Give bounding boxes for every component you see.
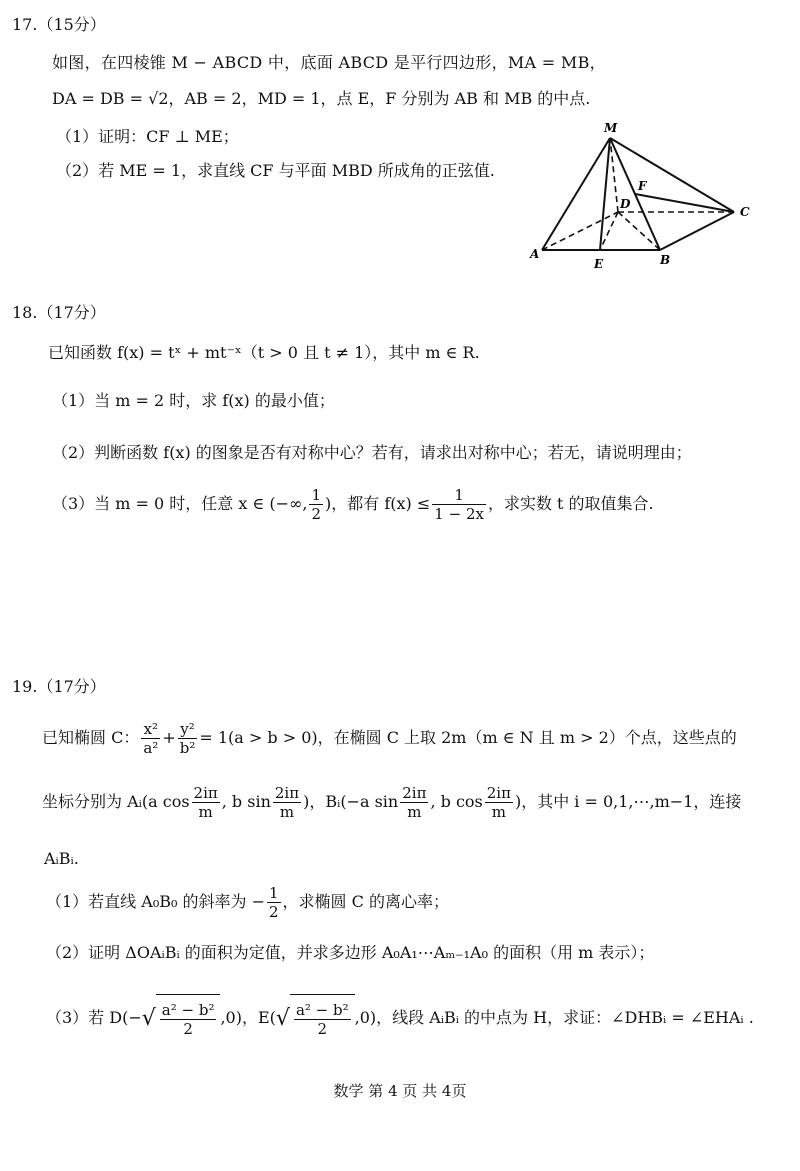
frac-den: m: [198, 803, 213, 821]
frac-num: 1: [432, 486, 486, 505]
q19-part2: （2）证明 ΔOAᵢBᵢ 的面积为定值，并求多边形 A₀A₁⋯Aₘ₋₁A₀ 的面积（用 m 表示）；: [46, 943, 655, 962]
coord-text-c: )，Bᵢ(−a sin: [303, 792, 399, 811]
radicand-frac: [160, 1001, 217, 1038]
frac-den: b²: [179, 739, 196, 757]
q17-intro-line2: DA = DB = √2，AB = 2，MD = 1，点 E，F 分别为 AB 和 MB 的中点.: [52, 89, 591, 108]
q18-part2: （2）判断函数 f(x) 的图象是否有对称中心？若有，请求出对称中心；若无，请说明理由；: [52, 443, 692, 462]
q18-part3-text-a: （3）当 m = 0 时，任意 x ∈ (−∞,: [52, 494, 308, 513]
q19-segment: AᵢBᵢ.: [44, 849, 79, 868]
angle-frac-2: [273, 784, 301, 821]
radicand-frac: [294, 1001, 351, 1038]
pyramid-figure: [520, 118, 760, 278]
q18-part3: [52, 484, 654, 524]
label-E: E: [594, 257, 604, 271]
plus-sign: +: [162, 728, 176, 747]
edge-MA: [542, 138, 610, 250]
frac-den: 2: [311, 505, 322, 523]
q19-part3-text-c: ,0)，线段 AᵢBᵢ 的中点为 H，求证：∠DHBᵢ = ∠EHAᵢ .: [354, 1008, 754, 1027]
frac-num: y²: [178, 720, 198, 739]
slope-frac: [267, 884, 281, 921]
label-A: A: [530, 247, 540, 261]
q17-intro-line1: 如图，在四棱锥 M − ABCD 中，底面 ABCD 是平行四边形，MA = MB，: [52, 53, 606, 72]
coord-text-d: , b cos: [430, 792, 483, 811]
q18-part3-frac-bound: [432, 486, 486, 523]
frac-num: 1: [311, 486, 322, 504]
frac-den: m: [491, 803, 506, 821]
frac-den: m: [279, 803, 295, 821]
label-F: F: [638, 179, 647, 193]
q18-part3-frac-half: [309, 486, 323, 523]
frac-num: 2iπ: [193, 784, 218, 802]
q18-intro: 已知函数 f(x) = tˣ + mt⁻ˣ（t > 0 且 t ≠ 1），其中 m ∈ R.: [48, 343, 480, 362]
q18-part1: （1）当 m = 2 时，求 f(x) 的最小值；: [52, 391, 335, 410]
radical-body-1: [156, 994, 221, 1043]
frac-num: 2iπ: [274, 784, 300, 802]
q19-part1-text-a: （1）若直线 A₀B₀ 的斜率为 −: [46, 892, 265, 911]
q19-part3: [46, 994, 754, 1043]
edge-DB: [618, 212, 660, 250]
label-C: C: [740, 205, 750, 219]
radical-sign: √: [141, 1005, 156, 1031]
frac-den: m: [407, 803, 422, 821]
q19-header: 19.（17分）: [12, 677, 106, 696]
frac-num: a² − b²: [295, 1001, 349, 1019]
ellipse-y-term: [178, 720, 198, 757]
frac-num: 2iπ: [402, 784, 427, 802]
ellipse-x-term: [141, 720, 160, 757]
frac-num: 2iπ: [486, 784, 511, 802]
coord-text-e: )，其中 i = 0,1,⋯,m−1，连接: [514, 792, 742, 811]
q19-part1-text-b: ，求椭圆 C 的离心率；: [282, 892, 449, 911]
q19-intro: [42, 716, 737, 760]
page-footer: 数学 第 4 页 共 4页: [333, 1082, 467, 1100]
q18-part3-text-c: ，求实数 t 的取值集合.: [487, 494, 654, 513]
q18-header: 18.（17分）: [12, 303, 106, 322]
frac-num: x²: [141, 720, 160, 739]
frac-den: a²: [143, 739, 159, 757]
angle-frac-3: [400, 784, 428, 821]
q19-part1: [46, 880, 449, 924]
label-D: D: [620, 197, 631, 211]
frac-den: 2: [317, 1020, 328, 1038]
frac-den: 2: [269, 903, 279, 921]
label-M: M: [604, 121, 618, 135]
q19-part3-text-b: ,0)，E(: [220, 1008, 276, 1027]
frac-den: 2: [183, 1020, 193, 1038]
edge-BC: [660, 212, 734, 250]
radical-sign: √: [275, 1005, 290, 1031]
angle-frac-1: [192, 784, 220, 821]
radical-body-2: [290, 994, 355, 1043]
coord-text-a: 坐标分别为 Aᵢ(a cos: [42, 792, 190, 811]
q19-intro-text-a: 已知椭圆 C：: [42, 728, 140, 747]
label-B: B: [660, 253, 671, 267]
q18-part3-text-b: )，都有 f(x) ≤: [325, 494, 431, 513]
q19-coords: [42, 780, 741, 824]
frac-num: a² − b²: [161, 1001, 215, 1019]
frac-den: 1 − 2x: [434, 505, 484, 523]
q17-part2: （2）若 ME = 1，求直线 CF 与平面 MBD 所成角的正弦值.: [56, 161, 495, 180]
angle-frac-4: [485, 784, 513, 821]
frac-num: 1: [269, 884, 279, 902]
q19-intro-text-b: = 1(a > b > 0)，在椭圆 C 上取 2m（m ∈ N 且 m > 2）个点，这些点的: [199, 728, 737, 747]
q19-part3-text-a: （3）若 D(−: [46, 1008, 142, 1027]
q17-part1: （1）证明：CF ⊥ ME；: [56, 127, 239, 146]
coord-text-b: , b sin: [221, 792, 271, 811]
q17-header: 17.（15分）: [12, 15, 106, 34]
